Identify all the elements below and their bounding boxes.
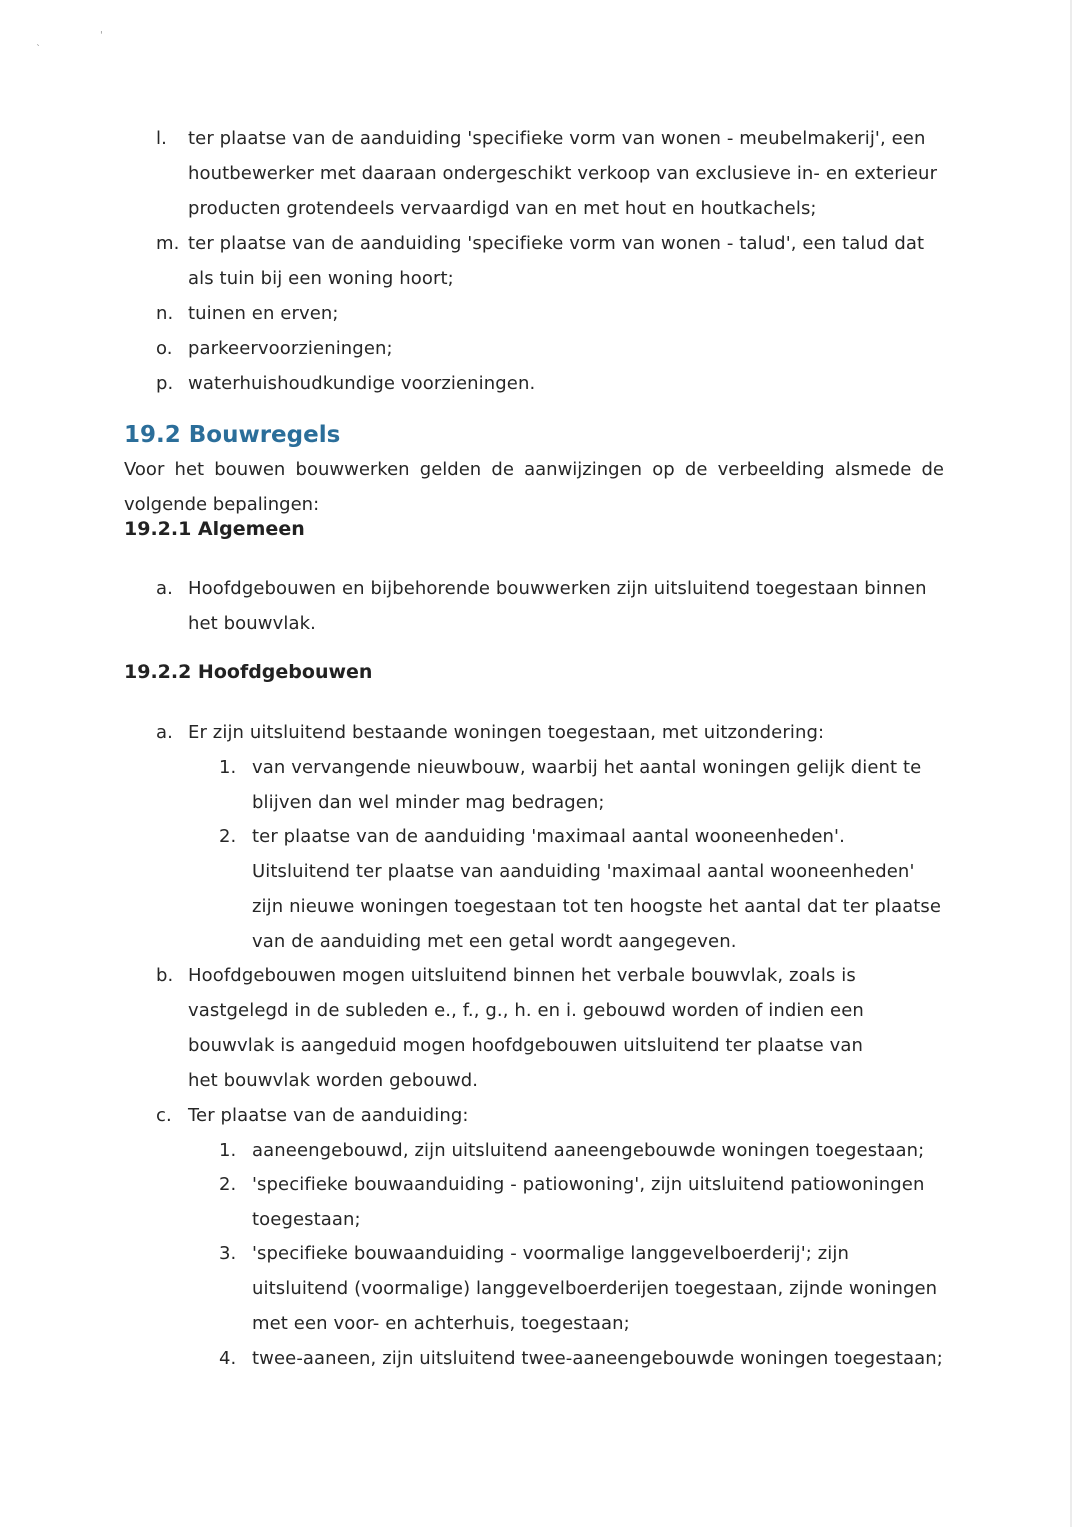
list-text: ter plaatse van de aanduiding 'specifieke vorm van wonen - talud', een talud dat als tuin bij een woning hoort; [188, 233, 925, 289]
subsection-heading: 19.2.1 Algemeen [124, 518, 305, 540]
list-text: 'specifieke bouwaanduiding - voormalige langgevelboerderij'; zijn uitsluitend (voormalige) langgevelboerderijen toegestaan, zijnde woningen met een voor- en achterhuis, toegestaan; [252, 1243, 938, 1334]
list-marker: a. [156, 722, 173, 743]
scan-speck: ` [36, 44, 41, 55]
list-text: Er zijn uitsluitend bestaande woningen toegestaan, met uitzondering: [188, 722, 825, 743]
subsection-heading: 19.2.2 Hoofdgebouwen [124, 661, 373, 683]
list-text: van vervangende nieuwbouw, waarbij het aantal woningen gelijk dient te blijven dan wel minder mag bedragen; [252, 757, 922, 813]
scan-speck: ' [100, 30, 103, 41]
list-text: Ter plaatse van de aanduiding: [188, 1105, 469, 1126]
list-marker: 2. [219, 1174, 237, 1195]
list-marker: o. [156, 338, 173, 359]
section-intro: Voor het bouwen bouwwerken gelden de aanwijzingen op de verbeelding alsmede de volgende bepalingen: [124, 459, 944, 515]
section-heading: 19.2 Bouwregels [124, 422, 341, 448]
list-marker: 3. [219, 1243, 237, 1264]
list-text: Hoofdgebouwen mogen uitsluitend binnen het verbale bouwvlak, zoals is vastgelegd in de subleden e., f., g., h. en i. gebouwd worden of indien een bouwvlak is aangeduid mogen hoofdgebouwen uitsluitend ter plaatse van het bouwvlak worden gebouwd. [188, 965, 864, 1091]
list-marker: a. [156, 578, 173, 599]
list-marker: n. [156, 303, 174, 324]
list-marker: m. [156, 233, 180, 254]
list-marker: p. [156, 373, 174, 394]
list-text: ter plaatse van de aanduiding 'specifieke vorm van wonen - meubelmakerij', een houtbewerker met daaraan ondergeschikt verkoop van exclusieve in- en exterieur producten grotendeels vervaardigd van en met hout en houtkachels; [188, 128, 938, 219]
list-marker: 1. [219, 1140, 237, 1161]
list-marker: 4. [219, 1348, 237, 1369]
list-text: Hoofdgebouwen en bijbehorende bouwwerken zijn uitsluitend toegestaan binnen het bouwvlak. [188, 578, 927, 634]
page-edge [1070, 0, 1072, 1527]
list-marker: b. [156, 965, 174, 986]
list-marker: l. [156, 128, 167, 149]
list-text: parkeervoorzieningen; [188, 338, 393, 359]
list-text: waterhuishoudkundige voorzieningen. [188, 373, 536, 394]
list-text: aaneengebouwd, zijn uitsluitend aaneengebouwde woningen toegestaan; [252, 1140, 925, 1161]
list-text: 'specifieke bouwaanduiding - patiowoning', zijn uitsluitend patiowoningen toegestaan; [252, 1174, 925, 1230]
list-text: twee-aaneen, zijn uitsluitend twee-aaneengebouwde woningen toegestaan; [252, 1348, 943, 1369]
list-marker: 1. [219, 757, 237, 778]
list-marker: c. [156, 1105, 172, 1126]
list-marker: 2. [219, 826, 237, 847]
list-text: tuinen en erven; [188, 303, 339, 324]
list-text: ter plaatse van de aanduiding 'maximaal aantal wooneenheden'. Uitsluitend ter plaatse van aanduiding 'maximaal aantal wooneenheden' zijn nieuwe woningen toegestaan tot ten hoogste het aantal dat ter plaatse van de aanduiding met een getal wordt aangegeven. [252, 826, 942, 952]
